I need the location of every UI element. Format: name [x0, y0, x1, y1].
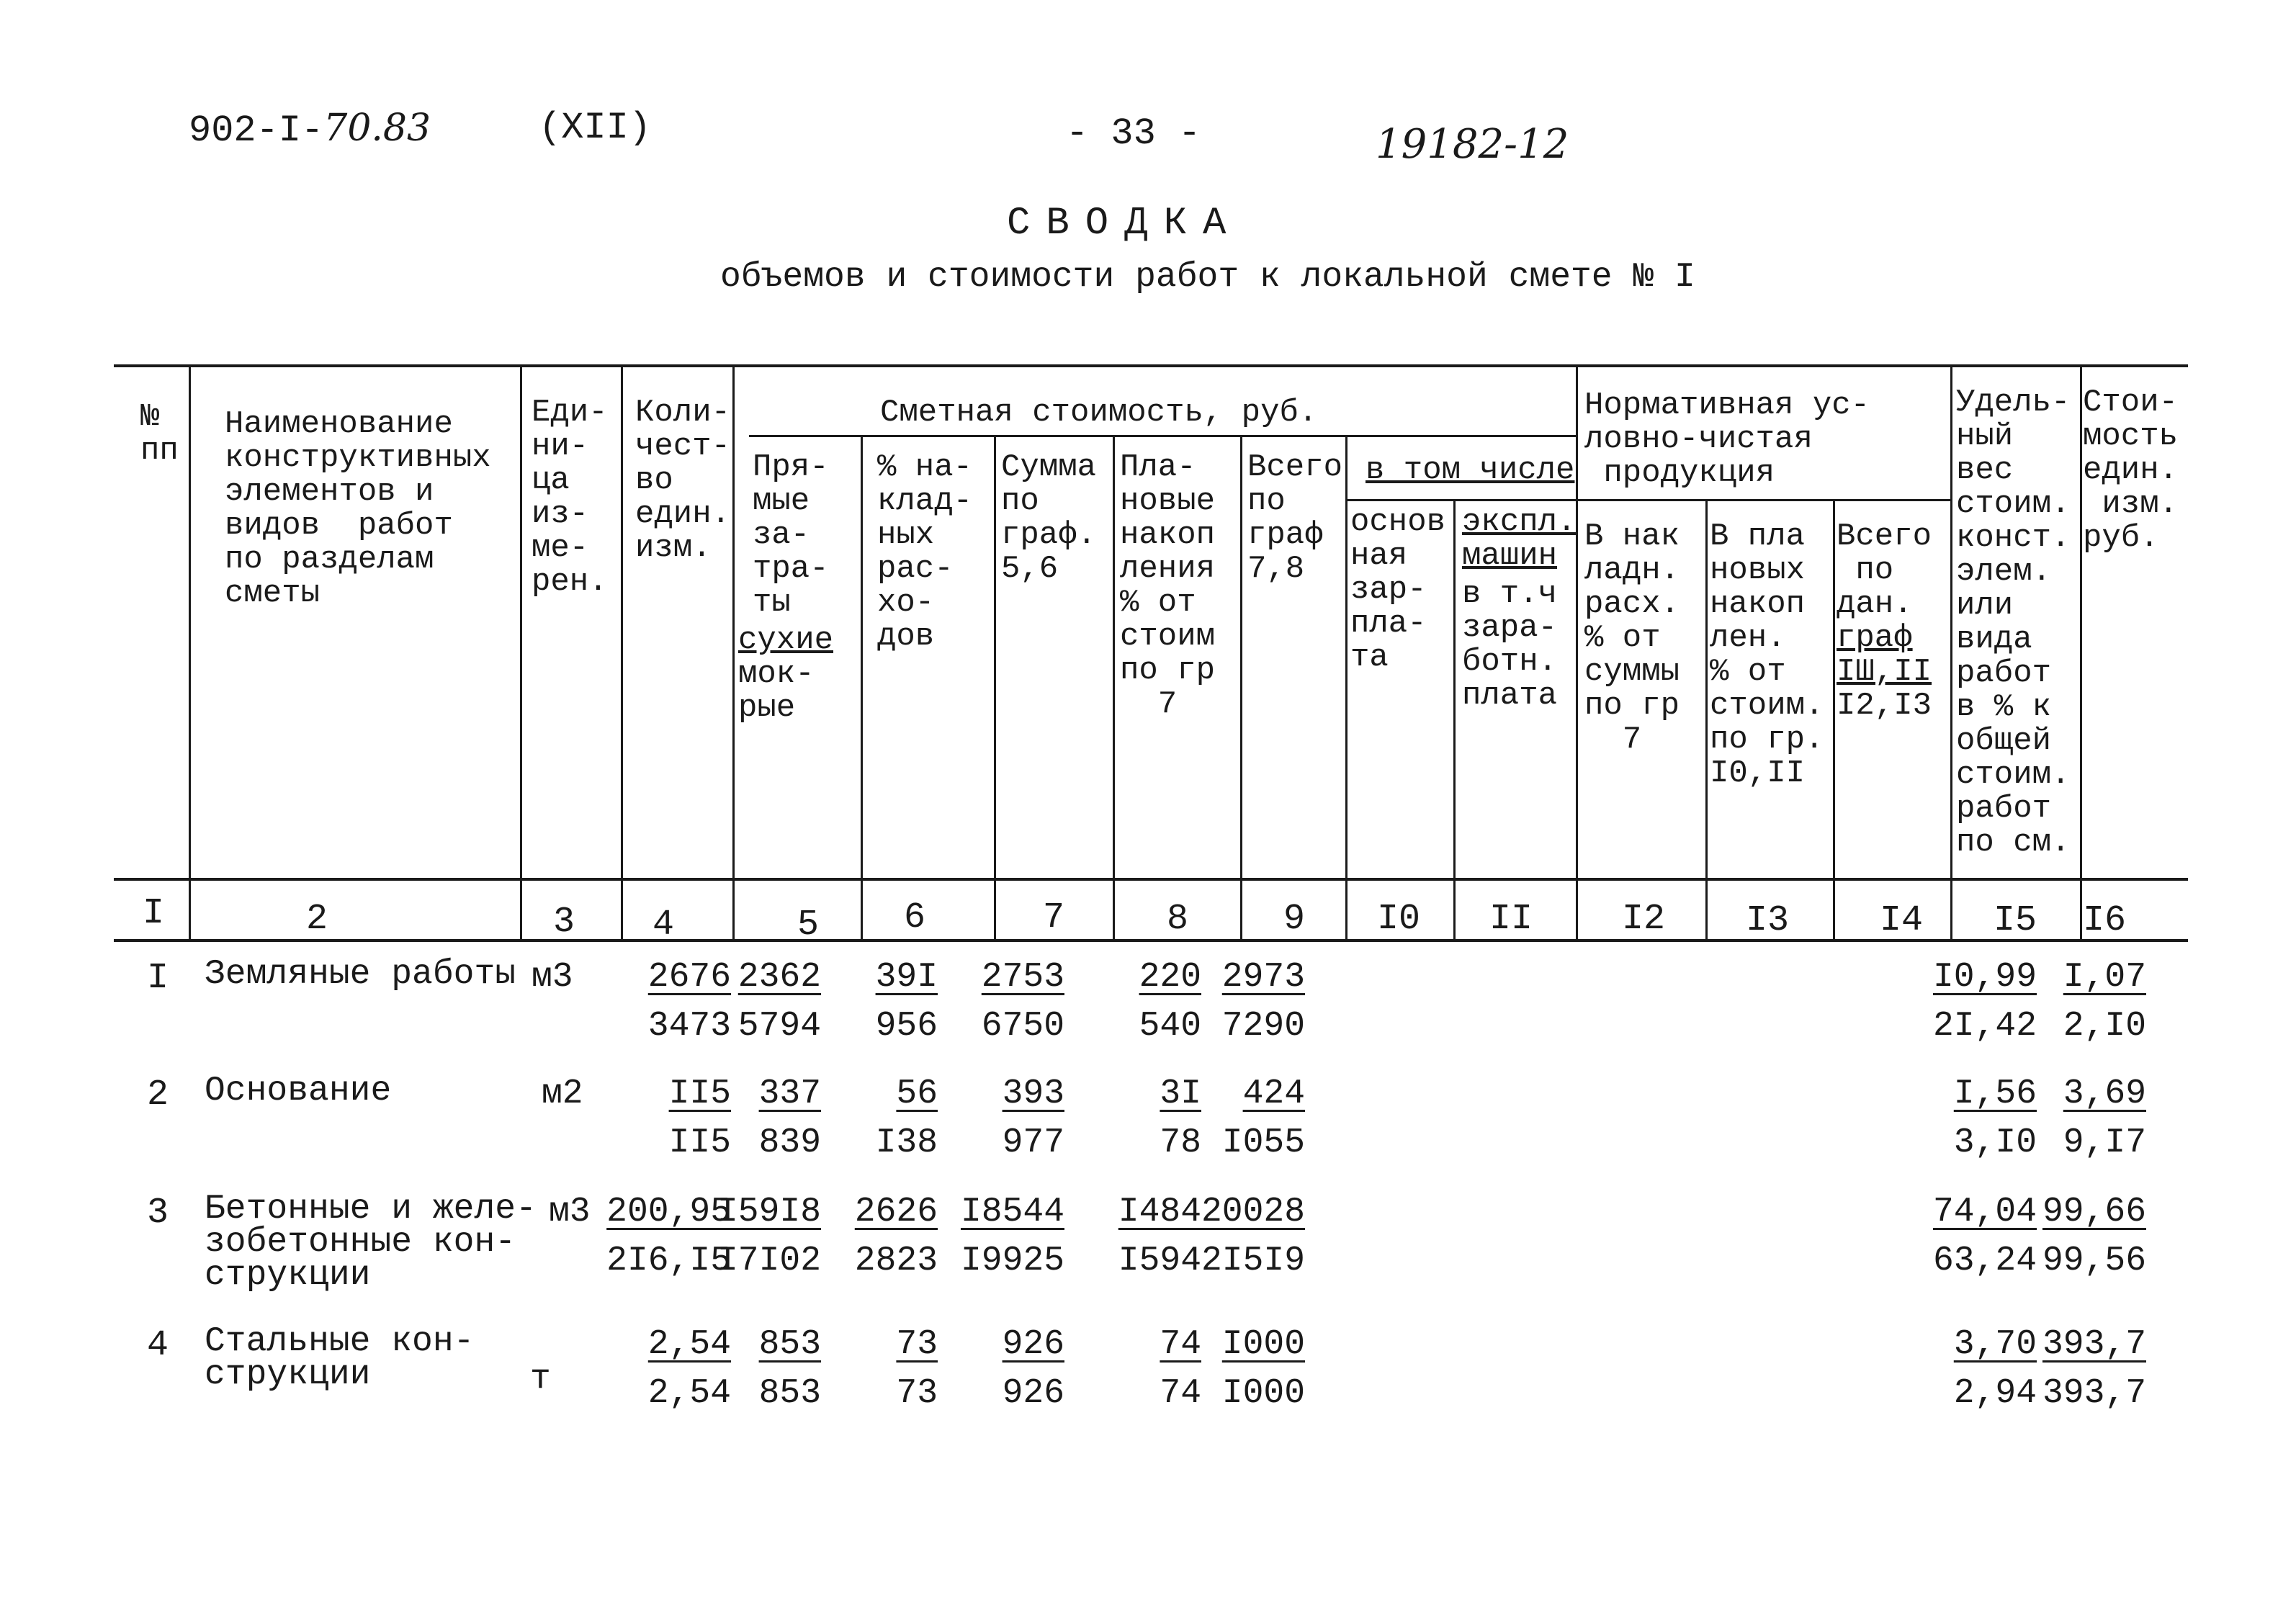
header-base-salary: основ ная зар- пла- та: [1350, 504, 1446, 675]
value-top: II5: [668, 1074, 731, 1113]
incl-group-rule: [1345, 499, 1576, 501]
value-bottom: 839: [758, 1123, 821, 1162]
value-top: 2626: [854, 1193, 938, 1231]
row-unit: м2: [542, 1074, 583, 1113]
col-divider: [1453, 499, 1456, 941]
value-bottom: 7290: [1221, 1007, 1305, 1046]
column-number: I2: [1622, 899, 1666, 940]
column-number: I: [143, 893, 165, 934]
value-bottom: 9,I7: [2063, 1123, 2146, 1162]
column-number: I5: [1994, 900, 2037, 941]
value-top: 220: [1139, 958, 1201, 997]
col-divider: [189, 364, 191, 941]
row-unit: м3: [532, 958, 573, 997]
value-bottom: 74: [1160, 1374, 1201, 1413]
row-number: I: [147, 958, 169, 999]
column-number: 5: [797, 904, 820, 946]
header-planned-savings: Пла- новые накоп ления % от стоим по гр 7: [1120, 449, 1216, 722]
col-divider: [994, 435, 996, 941]
header-unit: Еди- ни- ца из- ме- рен.: [532, 395, 608, 600]
value-bottom: 926: [1002, 1374, 1064, 1413]
value-top: 393,7: [2042, 1325, 2146, 1364]
header-direct-costs: Пря- мые за- тра- ты: [753, 449, 829, 621]
col-divider: [1576, 364, 1578, 941]
header-quantity: Коли- чест- во един. изм.: [635, 395, 731, 566]
value-bottom: 956: [875, 1007, 938, 1046]
header-machines: экспл. машин: [1462, 504, 1577, 574]
column-numbers-rule: [114, 939, 2188, 942]
value-bottom: 5794: [737, 1007, 821, 1046]
row-name: Основание: [205, 1072, 392, 1110]
value-bottom: I7I02: [717, 1242, 821, 1280]
col-divider: [732, 364, 735, 941]
column-number: 6: [904, 897, 926, 938]
row-number: 2: [147, 1074, 169, 1116]
value-bottom: I055: [1221, 1123, 1305, 1162]
value-bottom: 853: [758, 1374, 821, 1413]
cost-group-rule: [749, 435, 1576, 437]
value-top: I484: [1118, 1193, 1201, 1231]
row-name: Земляные работы: [205, 955, 516, 994]
value-bottom: 540: [1139, 1007, 1201, 1046]
document-code: 902-I-70.83: [189, 107, 431, 152]
value-top: 3I: [1160, 1074, 1201, 1113]
value-bottom: 3,I0: [1953, 1123, 2037, 1162]
header-direct-wet: мок- рые: [738, 656, 815, 726]
value-top: 56: [896, 1074, 938, 1113]
value-bottom: 393,7: [2042, 1374, 2146, 1413]
row-number: 3: [147, 1193, 169, 1234]
column-number: 4: [653, 904, 675, 946]
col-divider: [1950, 364, 1952, 941]
value-top: 3,70: [1953, 1325, 2037, 1364]
value-top: I0,99: [1932, 958, 2037, 997]
value-bottom: 2,54: [647, 1374, 731, 1413]
part-number: (XII): [539, 107, 652, 149]
column-number: 2: [306, 899, 328, 940]
header-share: Удель- ный вес стоим. конст. элем. или вида работ в % к общей стоим. работ по см.: [1956, 385, 2071, 861]
header-row-number: № пп: [140, 399, 179, 469]
value-top: 20028: [1201, 1193, 1305, 1231]
row-name: Стальные кон- струкции: [205, 1322, 475, 1394]
col-divider: [520, 364, 522, 941]
col-divider: [1833, 499, 1835, 941]
value-bottom: II5: [668, 1123, 731, 1162]
column-number: 3: [553, 902, 575, 943]
column-number: I0: [1377, 899, 1421, 940]
header-norm-total: Всего по дан. граф IШ,II I2,I3: [1837, 519, 1932, 724]
value-top: 73: [896, 1325, 938, 1364]
document-title: СВОДКА: [1007, 202, 1242, 246]
header-norm-group: Нормативная ус- ловно-чистая продукция: [1584, 387, 1870, 491]
value-top: 74: [1160, 1325, 1201, 1364]
row-number: 4: [147, 1325, 169, 1366]
col-divider: [1113, 435, 1115, 941]
document-subtitle: объемов и стоимости работ к локальной смете № I: [720, 258, 1695, 297]
value-top: 74,04: [1932, 1193, 2037, 1231]
value-bottom: 2,I0: [2063, 1007, 2146, 1046]
value-bottom: 6750: [981, 1007, 1064, 1046]
col-divider: [861, 435, 863, 941]
value-bottom: 73: [896, 1374, 938, 1413]
value-top: I,07: [2063, 958, 2146, 997]
column-number: I3: [1746, 900, 1790, 941]
value-top: 39I: [875, 958, 938, 997]
header-incl-group: в том числе: [1366, 452, 1575, 488]
table-top-rule: [114, 364, 2188, 367]
col-divider: [1240, 435, 1242, 941]
value-bottom: I594: [1118, 1242, 1201, 1280]
header-norm-overhead: В нак ладн. расх. % от суммы по гр 7: [1584, 519, 1680, 758]
value-top: 200,95: [606, 1193, 731, 1231]
column-number: I4: [1880, 900, 1924, 941]
value-top: I8544: [960, 1193, 1064, 1231]
value-bottom: 63,24: [1932, 1242, 2037, 1280]
value-bottom: 2,94: [1953, 1374, 2037, 1413]
value-top: 2676: [647, 958, 731, 997]
value-bottom: I000: [1221, 1374, 1305, 1413]
value-top: 2362: [737, 958, 821, 997]
header-bottom-rule: [114, 878, 2188, 881]
col-divider: [1345, 435, 1347, 941]
header-sum: Сумма по граф. 5,6: [1001, 449, 1097, 587]
value-top: 424: [1242, 1074, 1305, 1113]
value-bottom: I38: [875, 1123, 938, 1162]
header-cost-group: Сметная стоимость, руб.: [880, 395, 1318, 431]
value-top: 2753: [981, 958, 1064, 997]
page-number: - 33 -: [1066, 112, 1201, 155]
header-total: Всего по граф 7,8: [1247, 449, 1343, 587]
value-bottom: I9925: [960, 1242, 1064, 1280]
value-top: 99,66: [2042, 1193, 2146, 1231]
col-divider: [621, 364, 623, 941]
column-number: 7: [1043, 897, 1065, 938]
row-unit: т: [530, 1360, 551, 1399]
header-unit-cost: Стои- мость един. изм. руб.: [2083, 385, 2179, 556]
value-top: 2973: [1221, 958, 1305, 997]
value-bottom: 977: [1002, 1123, 1064, 1162]
value-bottom: 2823: [854, 1242, 938, 1280]
value-bottom: 2I5I9: [1201, 1242, 1305, 1280]
value-top: 337: [758, 1074, 821, 1113]
value-top: 926: [1002, 1325, 1064, 1364]
value-bottom: 2I6,I5: [606, 1242, 731, 1280]
registration-number: 19182-12: [1376, 121, 1569, 168]
column-number: 9: [1283, 899, 1306, 940]
value-bottom: 99,56: [2042, 1242, 2146, 1280]
header-norm-planned: В пла новых накоп лен. % от стоим. по гр. I0,II: [1710, 519, 1824, 791]
value-top: I59I8: [717, 1193, 821, 1231]
value-top: I000: [1221, 1325, 1305, 1364]
col-divider: [2080, 364, 2082, 941]
value-top: 853: [758, 1325, 821, 1364]
norm-group-rule: [1576, 499, 1952, 501]
col-divider: [1705, 499, 1708, 941]
header-name: Наименование конструктивных элементов и видов работ по разделам сметы: [225, 406, 491, 611]
value-top: 393: [1002, 1074, 1064, 1113]
column-number: I6: [2083, 900, 2127, 941]
header-direct-dry: сухие: [738, 622, 834, 658]
header-machines-salary: в т.ч зара- ботн. плата: [1462, 576, 1558, 714]
row-unit: м3: [549, 1193, 591, 1231]
row-name: Бетонные и желе- зобетонные кон- струкции: [205, 1190, 537, 1295]
value-top: 3,69: [2063, 1074, 2146, 1113]
column-number: II: [1489, 899, 1533, 940]
column-number: 8: [1167, 899, 1189, 940]
header-overhead: % на- клад- ных рас- хо- дов: [877, 449, 973, 655]
value-bottom: 2I,42: [1932, 1007, 2037, 1046]
value-top: 2,54: [647, 1325, 731, 1364]
value-bottom: 3473: [647, 1007, 731, 1046]
value-bottom: 78: [1160, 1123, 1201, 1162]
value-top: I,56: [1953, 1074, 2037, 1113]
